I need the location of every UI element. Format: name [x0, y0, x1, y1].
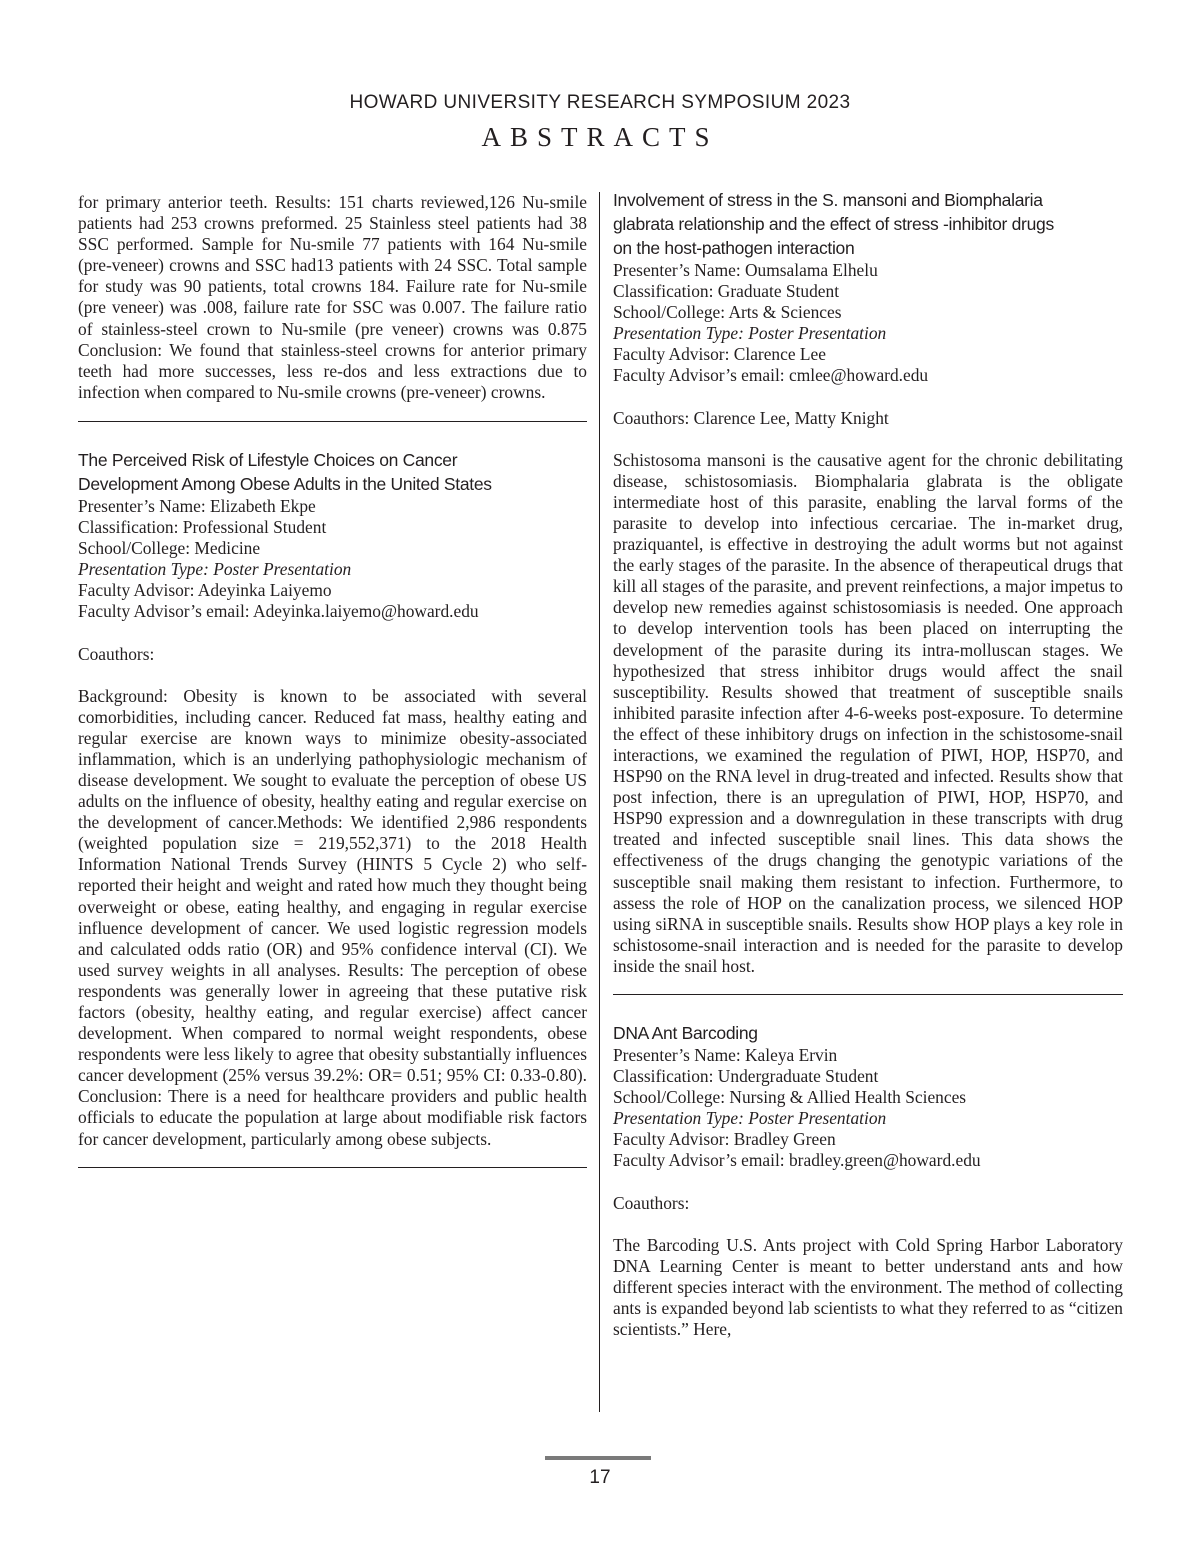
faculty-advisor-email: Faculty Advisor’s email: Adeyinka.laiyemo@howard.edu — [78, 601, 479, 622]
classification: Classification: Undergraduate Student — [613, 1066, 879, 1087]
abstract-title-line: Involvement of stress in the S. mansoni and Biomphalaria — [613, 190, 1043, 210]
abstract-dna-ant-barcoding — [613, 1021, 1123, 1340]
abstract-schistosoma-stress — [613, 188, 1123, 977]
page-number: 17 — [589, 1467, 611, 1488]
abstract-title — [613, 188, 1123, 260]
abstract-body: Schistosoma mansoni is the causative agent for the chronic debilitating disease, schistosomiasis. Biomphalaria glabrata is the obligate intermediate host of this parasite, enabling the larval forms of the parasite to develop into infectious cercariae. The in-market drug, praziquantel, is effective in destroying the adult worms but not against the early stages of the parasite. In the absence of therapeutical drugs that kill all stages of the parasite, and prevent reinfections, a major impetus to develop new remedies against schistosomiasis is needed. One approach to develop intervention tools has been placed on interrupting the development of the parasite during its intra-molluscan stages. We hypothesized that stress inhibitor drugs would affect the snail susceptibility. Results showed that treatment of susceptible snails inhibited parasite infection after 4-6-weeks post-exposure. To determine the effect of these inhibitory drugs on infection in the schistosome-snail interactions, we examined the regulation of PIWI, HOP, HSP70, and HSP90 on the RNA level in drug-treated and infected. Results show that post infection, there is an upregulation of PIWI, HOP, HSP70, and HSP90 expression and a downregulation in these transcripts with drug treated and infected susceptible snail lines. This data shows the effectiveness of the drugs changing the genotypic variations of the susceptible snail making them resistant to infection. Furthermore, to assess the role of HOP on the canalization process, we silenced HOP using siRNA in susceptible snails. Results show HOP plays a key role in schistosome-snail interaction and is needed for the parasite to develop inside the snail host. — [613, 449, 1123, 976]
footer-rule — [545, 1456, 651, 1460]
coauthors: Coauthors: Clarence Lee, Matty Knight — [613, 407, 889, 428]
symposium-title: HOWARD UNIVERSITY RESEARCH SYMPOSIUM 2023 — [349, 92, 851, 113]
abstract-title-line: The Perceived Risk of Lifestyle Choices on Cancer — [78, 449, 458, 470]
abstract-title-line: on the host-pathogen interaction — [613, 238, 855, 258]
continued-abstract-text: for primary anterior teeth. Results: 151 charts reviewed,126 Nu-smile patients had 253 crowns preformed. 25 Stainless steel patients had 38 SSC performed. Sample for Nu-smile 77 patients with 164 Nu-smile (pre-veneer) crowns and SSC had13 patients with 24 SSC. Total sample for study was 90 patients, total crowns 184. Failure rate for Nu-smile (pre veneer) was .008, failure rate for SSC was 0.007. The failure ratio of stainless-steel crown to Nu-smile (pre veneer) crowns was 0.875 Conclusion: We found that stainless-steel crowns for anterior primary teeth had more successes, less re-dos and less extractions due to infection when compared to Nu-smile crowns (pre-veneer) crowns. — [78, 192, 587, 402]
classification: Classification: Graduate Student — [613, 281, 840, 302]
right-column — [613, 192, 1123, 1340]
faculty-advisor-email: Faculty Advisor’s email: bradley.green@howard.edu — [613, 1150, 981, 1171]
abstract-title-line: glabrata relationship and the effect of stress -inhibitor drugs — [613, 214, 1054, 234]
section-title: ABSTRACTS — [481, 122, 719, 152]
presenter-name: Presenter’s Name: Elizabeth Ekpe — [78, 495, 316, 516]
abstract-body: Background: Obesity is known to be associated with several comorbidities, including cancer. Reduced fat mass, healthy eating and regular exercise are known ways to minimize obesity-associated inflammation, which is an underlying pathophysiologic mechanism of disease development. We sought to evaluate the perception of obese US adults on the influence of obesity, healthy eating and regular exercise on the development of cancer.Methods: We identified 2,986 respondents (weighted population size = 219,552,371) to the 2018 Health Information National Trends Survey (HINTS 5 Cycle 2) who self-reported their height and weight and rated how much they thought being overweight or obese, eating healthy, and engaging in regular exercise influence development of cancer. We used logistic regression models and calculated odds ratio (OR) and 95% confidence interval (CI). We used survey weights in all analyses. Results: The perception of obese respondents was generally lower in agreeing that these putative risk factors (obesity, healthy eating, and regular exercise) affect cancer development. When compared to normal weight respondents, obese respondents were less likely to agree that obesity substantially influences cancer development (25% versus 39.2%: OR= 0.51; 95% CI: 0.33-0.80). Conclusion: There is a need for healthcare providers and public health officials to educate the population at large about modifiable risk factors for cancer development, particularly among obese subjects. — [78, 685, 587, 1149]
column-divider — [599, 192, 600, 1412]
presenter-name: Presenter’s Name: Kaleya Ervin — [613, 1045, 838, 1065]
page-header — [0, 92, 1200, 153]
faculty-advisor-email: Faculty Advisor’s email: cmlee@howard.edu — [613, 365, 929, 386]
school-college: School/College: Medicine — [78, 538, 261, 559]
faculty-advisor: Faculty Advisor: Adeyinka Laiyemo — [78, 580, 332, 601]
classification: Classification: Professional Student — [78, 517, 327, 538]
abstract-title — [78, 448, 587, 496]
abstract-title: DNA Ant Barcoding — [613, 1023, 758, 1043]
abstract-body: The Barcoding U.S. Ants project with Cold Spring Harbor Laboratory DNA Learning Center is meant to better understand ants and how different species interact with the environment. The method of collecting ants is expanded beyond lab scientists to what they referred to as “citizen scientists.” Here, — [613, 1234, 1123, 1340]
abstract-title-line: Development Among Obese Adults in the United States — [78, 473, 492, 494]
presentation-type: Presentation Type: Poster Presentation — [613, 323, 887, 344]
abstract-lifestyle-cancer — [78, 448, 587, 1150]
coauthors: Coauthors: — [613, 1192, 690, 1213]
left-column — [78, 192, 587, 1168]
abstract-divider — [78, 1167, 587, 1168]
school-college: School/College: Arts & Sciences — [613, 302, 842, 323]
faculty-advisor: Faculty Advisor: Bradley Green — [613, 1129, 836, 1150]
presenter-name: Presenter’s Name: Oumsalama Elhelu — [613, 260, 878, 280]
faculty-advisor: Faculty Advisor: Clarence Lee — [613, 344, 826, 365]
presentation-type: Presentation Type: Poster Presentation — [78, 559, 352, 580]
coauthors: Coauthors: — [78, 643, 155, 664]
school-college: School/College: Nursing & Allied Health Sciences — [613, 1087, 967, 1108]
presentation-type: Presentation Type: Poster Presentation — [613, 1108, 887, 1129]
